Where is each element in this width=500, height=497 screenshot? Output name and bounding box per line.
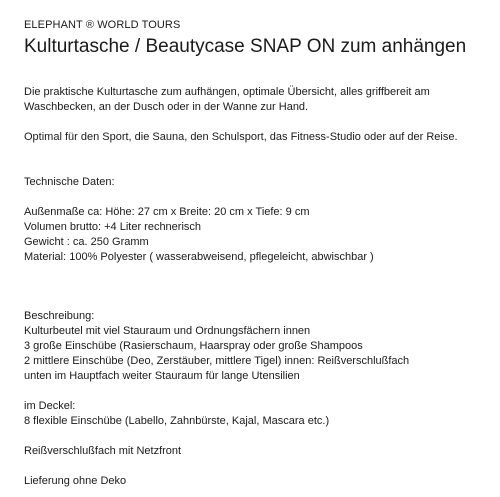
technical-data-heading: Technische Daten: [24, 176, 115, 188]
description-line: unten im Hauptfach weiter Stauraum für lange Utensilien [24, 370, 300, 382]
spec-material: Material: 100% Polyester ( wasserabweisend, pflegeleicht, abwischbar ) [24, 251, 374, 263]
lid-line: 8 flexible Einschübe (Labello, Zahnbürste, Kajal, Mascara etc.) [24, 415, 330, 427]
spec-dimensions: Außenmaße ca: Höhe: 27 cm x Breite: 20 cm x Tiefe: 9 cm [24, 206, 310, 218]
intro-paragraph: Die praktische Kulturtasche zum aufhängen, optimale Übersicht, alles griffbereit am Waschbecken, an der Dusch oder in der Wanne zur Hand. [24, 86, 430, 113]
description-line: 3 große Einschübe (Rasierschaum, Haarspray oder große Shampoos [24, 340, 363, 352]
product-title: Kulturtasche / Beautycase SNAP ON zum anhängen [24, 36, 467, 57]
description-line: 2 mittlere Einschübe (Deo, Zerstäuber, mittlere Tigel) innen: Reißverschlußfach [24, 355, 410, 367]
spec-weight: Gewicht : ca. 250 Gramm [24, 236, 149, 248]
brand-name: ELEPHANT ® WORLD TOURS [24, 19, 181, 31]
lid-section [24, 399, 490, 429]
description-section [24, 309, 490, 384]
technical-data-section [24, 175, 490, 265]
description-heading: Beschreibung: [24, 310, 95, 322]
description-line: Kulturbeutel mit viel Stauraum und Ordnungsfächern innen [24, 325, 311, 337]
lid-heading: im Deckel: [24, 400, 76, 412]
zip-pocket-note: Reißverschlußfach mit Netzfront [24, 445, 182, 457]
usage-paragraph: Optimal für den Sport, die Sauna, den Schulsport, das Fitness-Studio oder auf der Reise. [24, 131, 458, 143]
spec-volume: Volumen brutto: +4 Liter rechnerisch [24, 221, 202, 233]
delivery-note: Lieferung ohne Deko [24, 475, 127, 487]
product-description [24, 18, 490, 489]
